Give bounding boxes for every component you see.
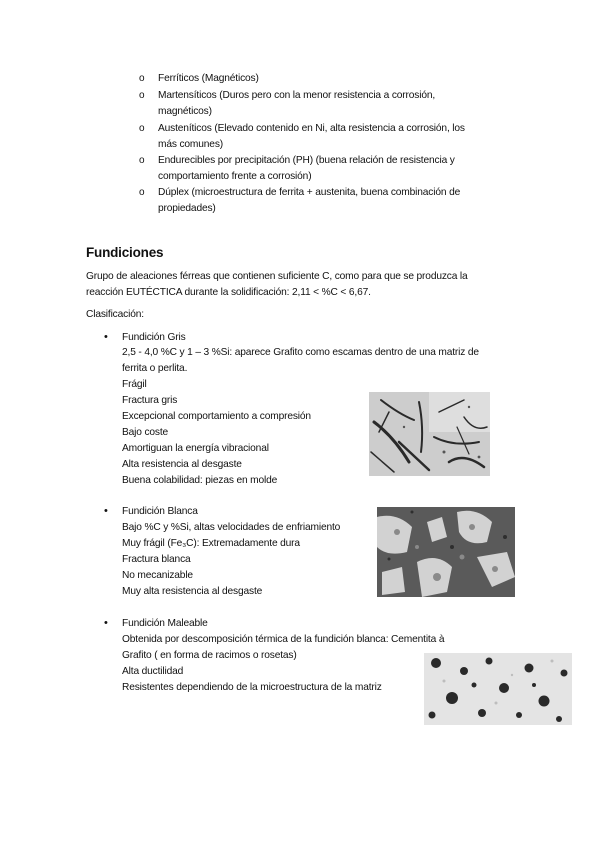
item-line: Muy frágil (Fe₃C): Extremadamente dura <box>122 538 300 549</box>
bullet: • <box>104 505 108 517</box>
gray-iron-micrograph <box>369 392 490 476</box>
list-item-continuation: propiedades) <box>158 203 216 214</box>
bullet: • <box>104 617 108 629</box>
list-marker: o <box>139 73 145 84</box>
list-item: Ferríticos (Magnéticos) <box>158 73 259 84</box>
white-iron-micrograph <box>377 507 515 597</box>
item-line: Bajo coste <box>122 427 169 438</box>
item-line: Alta resistencia al desgaste <box>122 459 242 470</box>
item-line: Grafito ( en forma de racimos o rosetas) <box>122 650 297 661</box>
malleable-iron-micrograph <box>424 653 572 725</box>
intro-text: Grupo de aleaciones férreas que contienen suficiente C, como para que se produzca la <box>86 271 468 282</box>
list-item-continuation: comportamiento frente a corrosión) <box>158 171 312 182</box>
list-marker: o <box>139 123 145 134</box>
item-line: ferrita o perlita. <box>122 363 188 374</box>
bullet: • <box>104 331 108 343</box>
item-line: 2,5 - 4,0 %C y 1 – 3 %Si: aparece Grafito como escamas dentro de una matriz de <box>122 347 479 358</box>
list-item: Martensíticos (Duros pero con la menor resistencia a corrosión, <box>158 90 436 101</box>
item-line: Bajo %C y %Si, altas velocidades de enfriamiento <box>122 522 341 533</box>
item-line: Fractura blanca <box>122 554 191 565</box>
classification-label: Clasificación: <box>86 309 144 320</box>
item-line: Muy alta resistencia al desgaste <box>122 586 263 597</box>
item-line: Buena colabilidad: piezas en molde <box>122 475 278 486</box>
item-line: Amortiguan la energía vibracional <box>122 443 269 454</box>
list-marker: o <box>139 155 145 166</box>
section-title: Fundiciones <box>86 245 164 260</box>
item-title: Fundición Blanca <box>122 506 198 517</box>
item-line: Alta ductilidad <box>122 666 184 677</box>
list-item-continuation: magnéticos) <box>158 106 212 117</box>
item-line: No mecanizable <box>122 570 193 581</box>
item-line: Excepcional comportamiento a compresión <box>122 411 311 422</box>
intro-text: reacción EUTÉCTICA durante la solidificación: 2,11 < %C < 6,67. <box>86 287 371 298</box>
item-title: Fundición Gris <box>122 332 186 343</box>
list-item: Endurecibles por precipitación (PH) (buena relación de resistencia y <box>158 155 455 166</box>
item-line: Frágil <box>122 379 147 390</box>
list-item: Dúplex (microestructura de ferrita + austenita, buena combinación de <box>158 187 461 198</box>
item-title: Fundición Maleable <box>122 618 208 629</box>
item-line: Fractura gris <box>122 395 178 406</box>
item-line: Resistentes dependiendo de la microestructura de la matriz <box>122 682 382 693</box>
list-item-continuation: más comunes) <box>158 139 224 150</box>
item-line: Obtenida por descomposición térmica de la fundición blanca: Cementita à <box>122 634 445 645</box>
list-marker: o <box>139 187 145 198</box>
list-item: Austeníticos (Elevado contenido en Ni, alta resistencia a corrosión, los <box>158 123 465 134</box>
list-marker: o <box>139 90 145 101</box>
